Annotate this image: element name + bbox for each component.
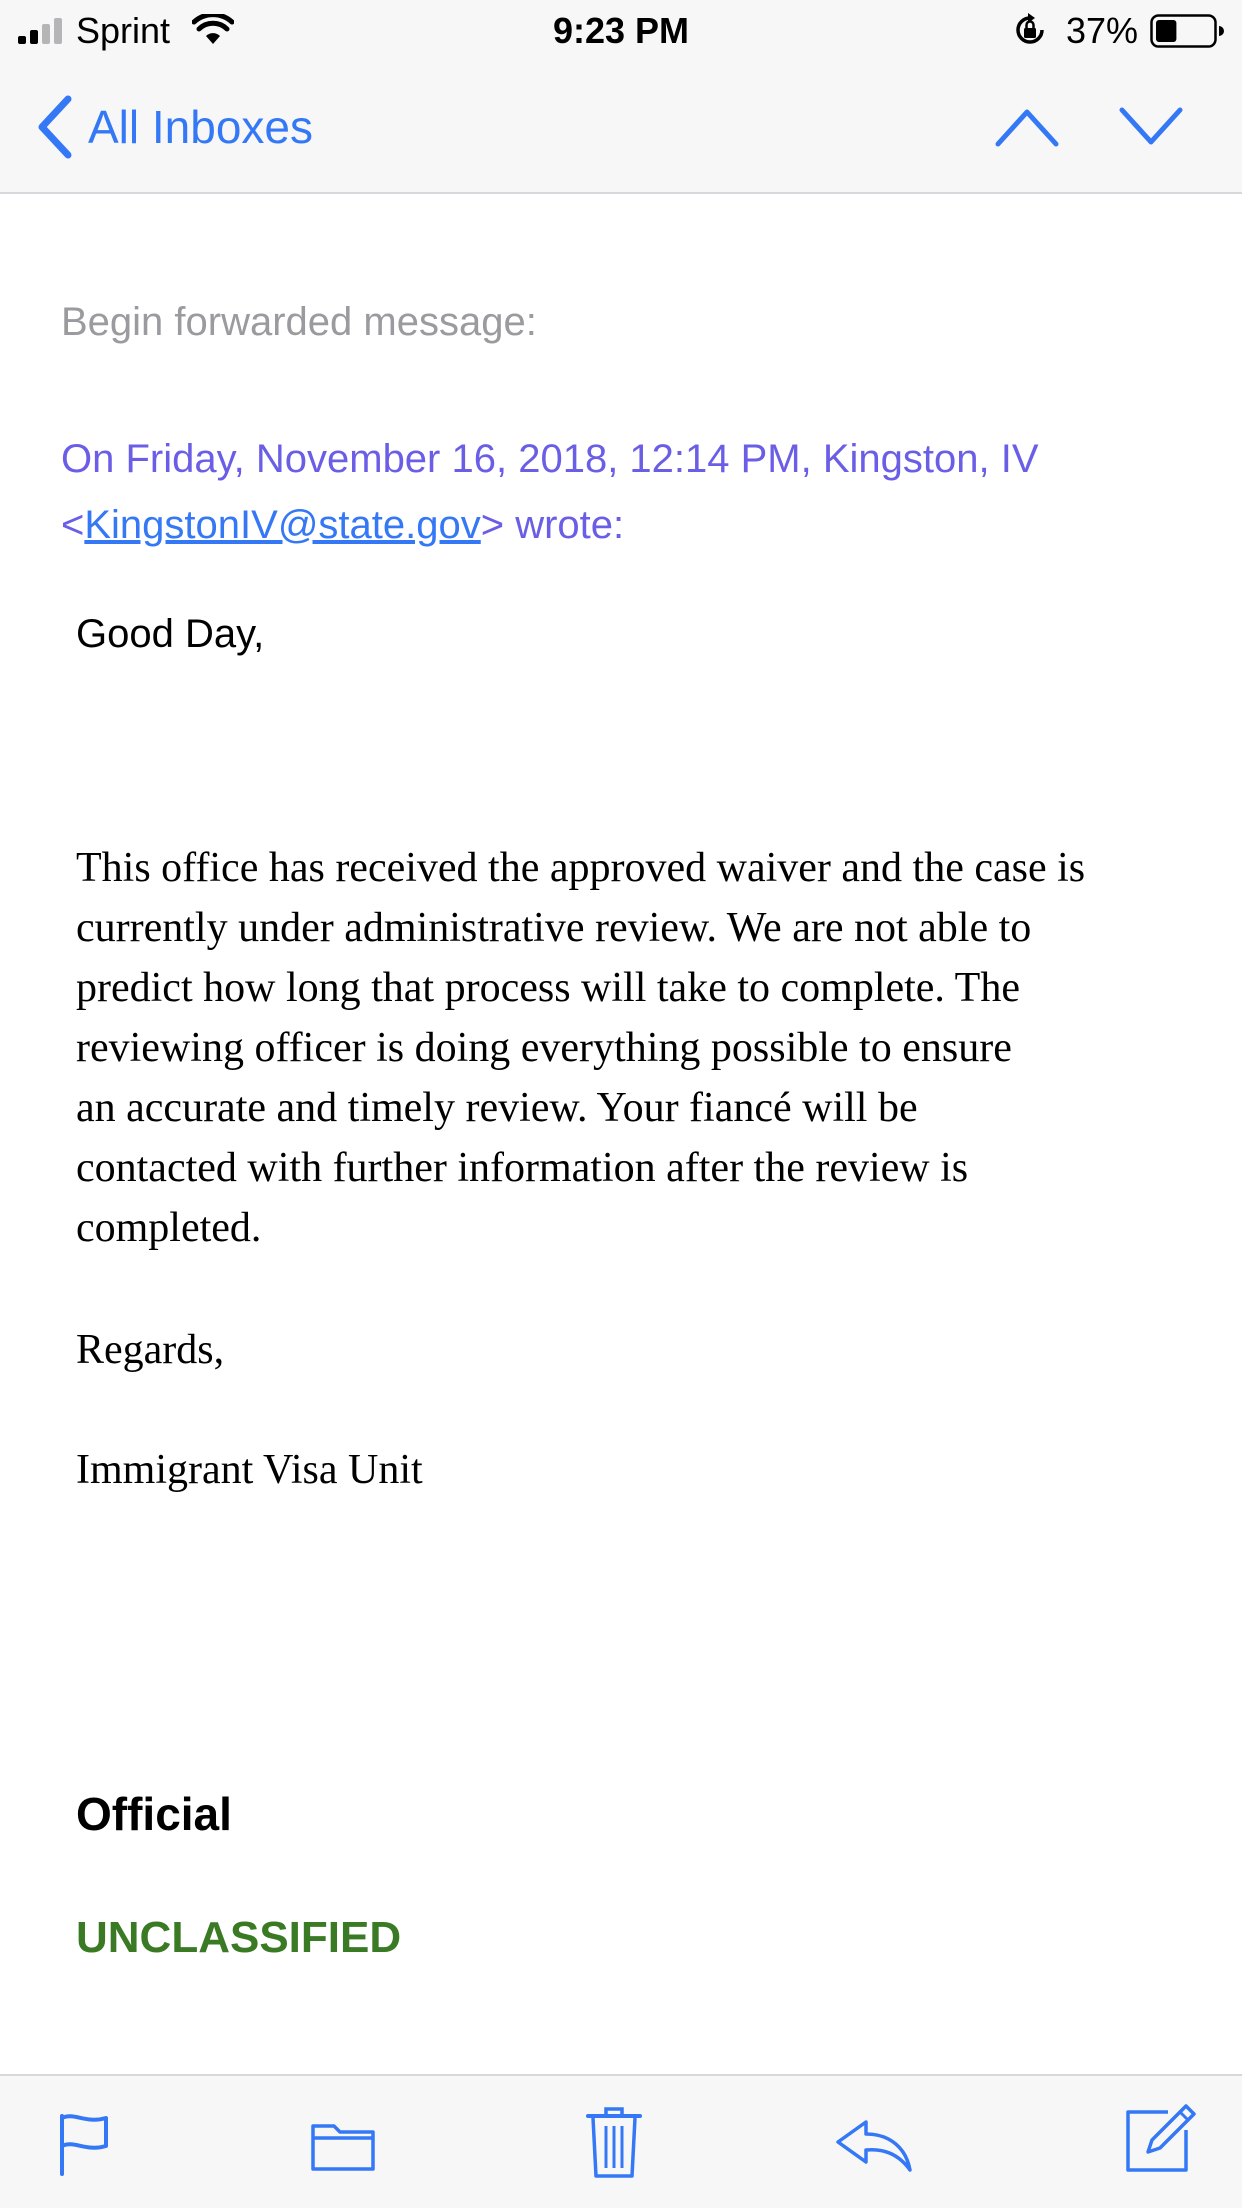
status-bar — [0, 0, 1242, 62]
rotation-lock-icon — [1012, 12, 1048, 48]
folder-icon[interactable] — [310, 2116, 376, 2172]
chevron-left-icon — [36, 95, 74, 159]
email-body[interactable] — [0, 194, 1242, 2074]
forward-header-suffix: > wrote: — [480, 503, 625, 547]
official-label: Official — [76, 1788, 232, 1840]
back-button[interactable] — [36, 92, 313, 162]
message-paragraph: This office has received the approved waiver and the case is currently under administrative review. We are not able to predict how long that process will take to complete. The reviewing officer is doing everything possible to ensure an accurate and timely review. Your fiancé will be contacted with further information after the review is completed. — [76, 845, 1086, 1251]
forward-header-lt: < — [61, 503, 85, 547]
battery-icon — [1150, 14, 1224, 48]
closing: Regards, — [76, 1327, 225, 1373]
trash-icon[interactable] — [584, 2104, 644, 2180]
forward-header — [61, 426, 1201, 558]
flag-icon[interactable] — [56, 2112, 112, 2176]
bottom-toolbar — [0, 2074, 1242, 2208]
navigation-bar — [0, 62, 1242, 194]
forward-label: Begin forwarded message: — [61, 300, 537, 344]
greeting: Good Day, — [76, 612, 265, 656]
carrier-name: Sprint — [76, 10, 171, 51]
back-button-label: All Inboxes — [88, 101, 314, 153]
signature: Immigrant Visa Unit — [76, 1447, 423, 1493]
compose-icon[interactable] — [1124, 2102, 1196, 2174]
forward-header-prefix: On Friday, November 16, 2018, 12:14 PM, Kingston, IV — [61, 437, 1039, 481]
chevron-down-icon[interactable] — [1118, 102, 1184, 152]
status-time: 9:23 PM — [552, 10, 690, 51]
battery-percent: 37% — [1066, 10, 1139, 51]
classification-label: UNCLASSIFIED — [76, 1913, 402, 1962]
reply-icon[interactable] — [834, 2118, 914, 2174]
sender-email-link[interactable]: KingstonIV@state.gov — [84, 503, 481, 547]
chevron-up-icon[interactable] — [994, 102, 1060, 152]
